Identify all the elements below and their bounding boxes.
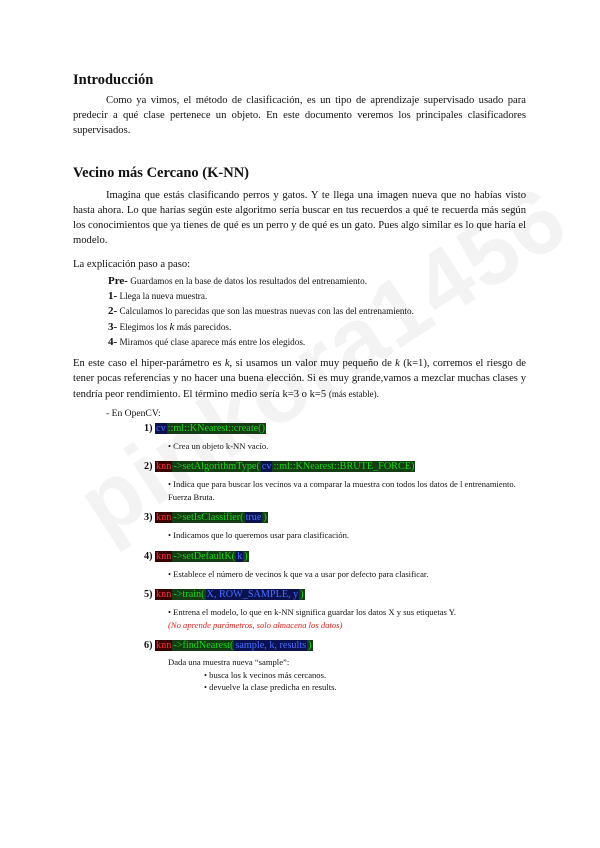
code-token: ->setDefaultK(: [173, 550, 236, 562]
opencv-label: - En OpenCV:: [106, 407, 161, 419]
item-subpoint: • busca los k vecinos más cercanos.: [204, 669, 327, 680]
code-token: ): [300, 589, 304, 601]
intro-section: [73, 72, 526, 139]
code-line: [144, 587, 526, 602]
code-token: ->setIsClassifier(: [173, 512, 244, 524]
knn-section: [73, 165, 526, 402]
code-line: [144, 510, 526, 525]
code-token: cv: [261, 461, 272, 473]
intro-title: Introducción: [73, 72, 154, 88]
knn-text: Imagina que estás clasificando perros y gatos. Y te llega una imagen nueva que no habías visto hasta ahora. Lo que harías según este algoritmo sería buscar en tus recuerdos a qué te recuerda más según los conocimientos que ya tienes de qué es un perro y de qué es un gato. Pues algo similar es lo que haría el modelo.: [73, 189, 526, 247]
code-token: knn: [156, 640, 172, 652]
code-token: ): [263, 512, 267, 524]
document-page: [73, 72, 526, 694]
item-number: 2): [144, 461, 156, 473]
steps-list: [108, 274, 526, 350]
opencv-item: [144, 421, 526, 453]
code-token: knn: [156, 550, 172, 562]
item-description: • Indica que para buscar los vecinos va a comparar la muestra con todos los datos de l entrenamiento. Fuerza Bruta.: [168, 479, 516, 502]
item-description: • Indicamos que lo queremos usar para clasificación.: [168, 530, 350, 541]
code-token: knn: [156, 512, 172, 524]
item-description: • Establece el número de vecinos k que va a usar por defecto para clasificar.: [168, 568, 429, 579]
step-item: 2- Calculamos lo parecidas que son las muestras nuevas con las del entrenamiento.: [108, 305, 414, 318]
item-number: 6): [144, 640, 156, 652]
code-token: sample, k, results: [235, 640, 307, 652]
code-line: [144, 459, 526, 474]
item-note: (No aprende parámetros, solo almacena los datos): [168, 619, 343, 630]
item-number: 3): [144, 512, 156, 524]
opencv-list: [106, 421, 526, 694]
item-number: 4): [144, 550, 156, 562]
code-token: ): [308, 640, 312, 652]
code-token: ::ml::KNearest::BRUTE_FORCE): [273, 461, 415, 473]
item-description: • Crea un objeto k-NN vacío.: [168, 440, 269, 451]
code-line: [144, 549, 526, 564]
step-item: 4- Miramos qué clase aparece más entre los elegidos.: [108, 335, 306, 348]
code-token: ->findNearest(: [173, 640, 234, 652]
code-token: true: [245, 512, 262, 524]
code-token: X, ROW_SAMPLE, y: [206, 589, 299, 601]
code-line: [144, 638, 526, 653]
item-description: • Entrena el modelo, lo que en k-NN significa guardar los datos X y sus etiquetas Y.: [168, 607, 456, 618]
opencv-item: [144, 459, 526, 503]
steps-intro: La explicación paso a paso:: [73, 259, 191, 271]
knn-title: Vecino más Cercano (K-NN): [73, 164, 249, 181]
item-subpoint: • devuelve la clase predicha en results.: [204, 682, 337, 693]
hyperparam-text: En este caso el hiper-parámetro es k, si usamos un valor muy pequeño de k (k=1), corremos el riesgo de tener pocas referencias y no hacer una buena elección. Si es muy grande,vamos a mezclar muchas clases y tendría peor rendimiento. El término medio sería k=3 o k=5 (más estable).: [73, 358, 526, 400]
item-number: 1): [144, 422, 156, 434]
code-token: knn: [156, 589, 172, 601]
opencv-section: [106, 408, 526, 694]
step-item: 1- Llega la nueva muestra.: [108, 289, 208, 302]
step-item: Pre- Guardamos en la base de datos los resultados del entrenamiento.: [108, 274, 368, 287]
code-token: ::ml::KNearest::create(): [167, 422, 265, 434]
code-token: cv: [156, 422, 166, 434]
item-number: 5): [144, 589, 156, 601]
intro-text: Como ya vimos, el método de clasificación, es un tipo de aprendizaje supervisado usado para predecir a qué clase pertenece un objeto. En este documento veremos los principales clasificadores supervisados.: [73, 95, 526, 137]
opencv-item: [144, 587, 526, 631]
opencv-item: [144, 510, 526, 542]
step-item: 3- Elegimos los k más parecidos.: [108, 320, 232, 333]
code-token: ): [244, 550, 248, 562]
opencv-item: [144, 638, 526, 694]
code-token: ->setAlgorithmType(: [173, 461, 260, 473]
code-line: [144, 421, 526, 436]
code-token: knn: [156, 461, 172, 473]
opencv-item: [144, 549, 526, 581]
item-subtitle: Dada una muestra nueva “sample”:: [168, 657, 290, 668]
code-token: ->train(: [173, 589, 205, 601]
code-token: k: [237, 550, 243, 562]
